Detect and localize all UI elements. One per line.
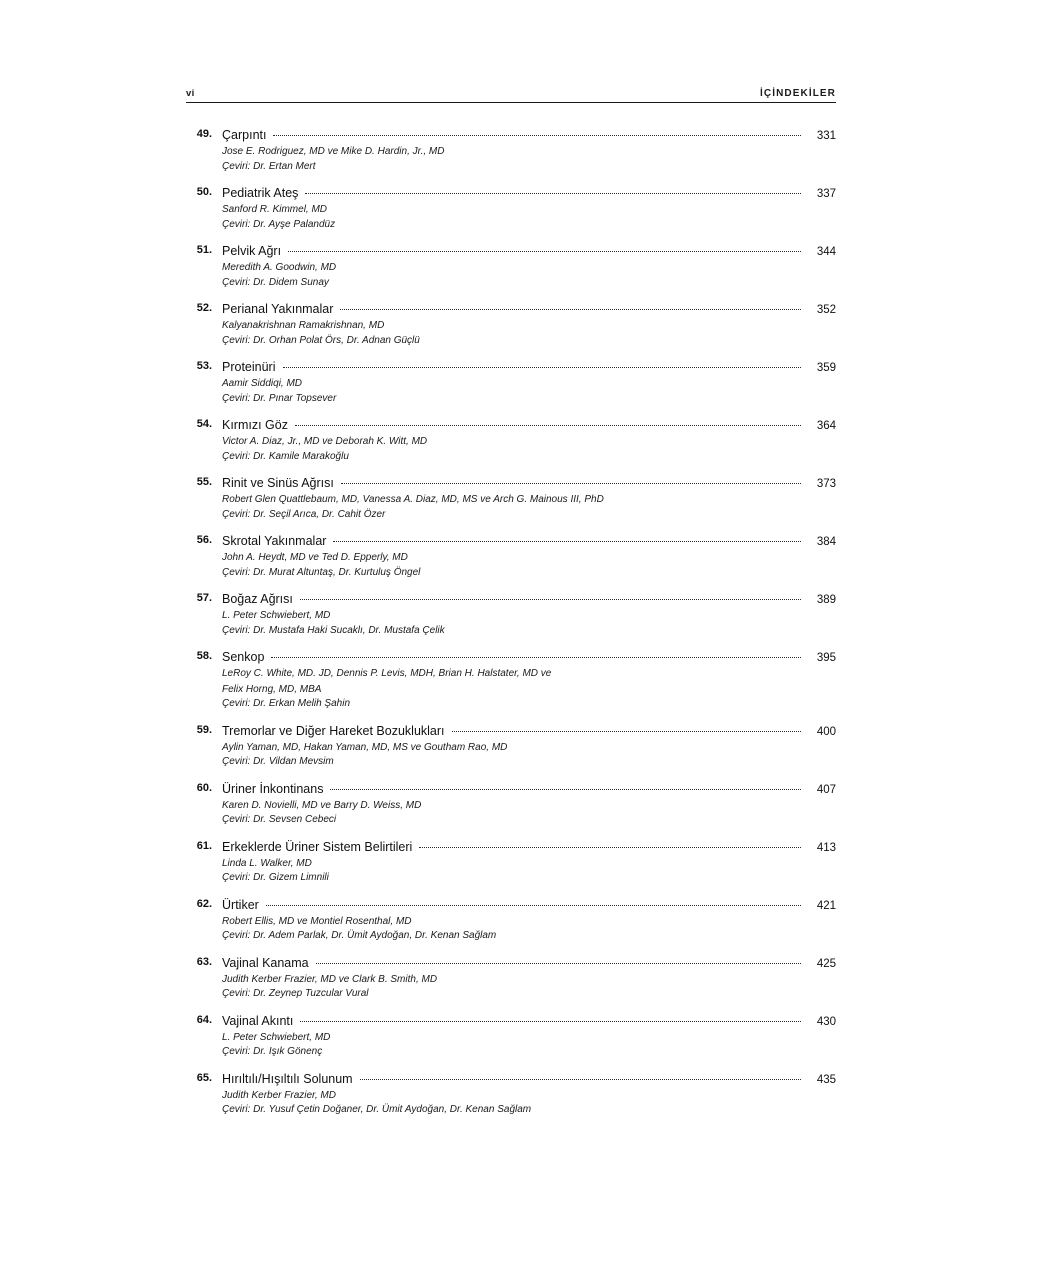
toc-entry-translator: Çeviri: Dr. Ayşe Palandüz [222,218,336,230]
toc-entry-title[interactable]: Senkop [222,650,265,664]
toc-entry-authors: L. Peter Schwiebert, MD [222,1031,331,1043]
toc-entry-number: 53. [196,360,212,372]
toc-entry-translator: Çeviri: Dr. Sevsen Cebeci [222,814,337,825]
toc-entry-title[interactable]: Ürtiker [222,897,259,912]
toc-entry-authors: L. Peter Schwiebert, MD [222,610,331,621]
toc-entry[interactable] [186,897,836,944]
toc-entry-number: 60. [196,781,212,794]
toc-entry-title[interactable]: Kırmızı Göz [222,418,288,432]
toc-entry-authors: Aylin Yaman, MD, Hakan Yaman, MD, MS ve Goutham Rao, MD [222,741,508,753]
toc-entry-authors: Judith Kerber Frazier, MD ve Clark B. Smith, MD [222,973,438,985]
toc-entry-translator: Çeviri: Dr. Yusuf Çetin Doğaner, Dr. Ümit Aydoğan, Dr. Kenan Sağlam [222,1104,532,1115]
toc-entry-body [222,475,836,522]
toc-entry-page-number[interactable]: 425 [816,957,836,970]
toc-entry-title-row[interactable] [222,649,836,666]
toc-entry-number: 59. [196,723,212,736]
toc-entry-body [222,897,836,944]
toc-entry[interactable] [186,781,836,828]
page-content [186,88,836,1129]
toc-entry[interactable] [186,185,836,232]
toc-entry[interactable] [186,301,836,348]
toc-entry-translator: Çeviri: Dr. Didem Sunay [222,276,329,288]
toc-entry-title[interactable]: Üriner İnkontinans [222,781,324,796]
toc-entry-title-row[interactable] [222,839,836,856]
toc-entry-authors: Felix Horng, MD, MBA [222,683,322,695]
toc-entry[interactable] [186,1013,836,1060]
toc-entry-body [222,417,836,464]
toc-entry-body [222,1071,836,1118]
toc-entry-title-row[interactable] [222,127,836,144]
toc-entry-page-number[interactable]: 400 [816,725,836,738]
toc-entry-translator: Çeviri: Dr. Adem Parlak, Dr. Ümit Aydoğan, Dr. Kenan Sağlam [222,930,497,941]
toc-entry[interactable] [186,955,836,1002]
toc-entry-translator: Çeviri: Dr. Erkan Melih Şahin [222,698,351,709]
toc-entry-title[interactable]: Hırıltılı/Hışıltılı Solunum [222,1071,353,1086]
toc-entry-title[interactable]: Perianal Yakınmalar [222,302,334,316]
toc-entry-title[interactable]: Erkeklerde Üriner Sistem Belirtileri [222,839,413,854]
toc-entry-title-row[interactable] [222,781,836,798]
toc-dot-leader [305,185,801,197]
toc-entry[interactable] [186,723,836,770]
toc-entry-title-row[interactable] [222,1013,836,1030]
toc-entry-number: 56. [196,534,212,546]
toc-entry-page-number[interactable]: 413 [816,841,836,854]
toc-entry[interactable] [186,649,836,712]
table-of-contents [186,127,836,1118]
toc-entry-title[interactable]: Pelvik Ağrı [222,244,282,258]
toc-entry-body [222,955,836,1002]
toc-entry-number: 51. [196,244,212,256]
toc-dot-leader [333,533,801,545]
toc-dot-leader [300,1013,801,1025]
toc-dot-leader [341,475,801,487]
toc-entry-page-number[interactable]: 337 [816,188,836,200]
toc-dot-leader [288,243,801,255]
toc-entry-authors: Sanford R. Kimmel, MD [222,204,328,215]
toc-entry-page-number[interactable]: 373 [816,478,836,490]
toc-entry-authors: Kalyanakrishnan Ramakrishnan, MD [222,320,385,331]
toc-entry-title[interactable]: Vajinal Akıntı [222,1013,294,1028]
toc-entry-page-number[interactable]: 430 [816,1015,836,1028]
toc-entry-page-number[interactable]: 407 [816,783,836,796]
toc-entry-page-number[interactable]: 435 [816,1073,836,1086]
toc-entry-body [222,781,836,828]
toc-entry-authors: Jose E. Rodriguez, MD ve Mike D. Hardin, Jr., MD [222,146,445,157]
toc-entry[interactable] [186,533,836,580]
toc-entry-body [222,359,836,406]
toc-entry-body [222,723,836,770]
toc-entry-title-row[interactable] [222,475,836,492]
toc-entry-number: 63. [196,955,212,968]
toc-entry-number: 62. [196,897,212,910]
toc-entry-translator: Çeviri: Dr. Pınar Topsever [222,392,337,404]
toc-entry-title[interactable]: Proteinüri [222,360,276,374]
toc-dot-leader [340,301,801,313]
toc-entry-title[interactable]: Rinit ve Sinüs Ağrısı [222,476,334,490]
toc-entry-title-row[interactable] [222,533,836,550]
toc-entry-authors: Aamir Siddiqi, MD [222,378,303,389]
toc-entry[interactable] [186,359,836,406]
toc-entry[interactable] [186,417,836,464]
toc-entry-number: 58. [196,650,212,662]
toc-entry-translator: Çeviri: Dr. Vildan Mevsim [222,756,334,767]
toc-entry-page-number[interactable]: 364 [816,420,836,432]
toc-entry[interactable] [186,127,836,174]
toc-entry-title-row[interactable] [222,1071,836,1088]
toc-entry-title[interactable]: Boğaz Ağrısı [222,592,293,606]
toc-entry-number: 55. [196,476,212,488]
toc-entry-translator: Çeviri: Dr. Zeynep Tuzcular Vural [222,988,369,999]
toc-entry-number: 61. [196,839,212,852]
toc-dot-leader [452,723,801,735]
toc-entry-body [222,301,836,348]
toc-entry-authors: Victor A. Diaz, Jr., MD ve Deborah K. Witt, MD [222,436,428,447]
toc-entry-number: 57. [196,592,212,604]
toc-entry-page-number[interactable]: 389 [816,594,836,606]
toc-dot-leader [271,649,801,661]
toc-entry-body [222,185,836,232]
toc-entry-authors: Robert Ellis, MD ve Montiel Rosenthal, MD [222,915,412,927]
toc-entry-authors: John A. Heydt, MD ve Ted D. Epperly, MD [222,552,408,563]
toc-entry-title-row[interactable] [222,723,836,740]
toc-entry[interactable] [186,591,836,638]
toc-entry-page-number[interactable]: 344 [816,246,836,258]
toc-entry-title[interactable]: Vajinal Kanama [222,955,309,970]
toc-entry-translator: Çeviri: Dr. Ertan Mert [222,160,316,172]
toc-entry-title[interactable]: Çarpıntı [222,128,267,142]
toc-entry-body [222,591,836,638]
running-head-title: İÇİNDEKİLER [760,88,836,99]
toc-entry-title[interactable]: Tremorlar ve Diğer Hareket Bozuklukları [222,723,445,738]
toc-entry-page-number[interactable]: 395 [816,652,836,664]
toc-entry-title-row[interactable] [222,955,836,972]
toc-entry-number: 50. [196,186,212,198]
toc-entry-title-row[interactable] [222,243,836,260]
toc-entry-title-row[interactable] [222,417,836,434]
toc-entry-translator: Çeviri: Dr. Gizem Limnili [222,872,329,883]
toc-dot-leader [295,417,801,429]
toc-entry-title-row[interactable] [222,359,836,376]
toc-dot-leader [330,781,801,793]
toc-entry-authors: Karen D. Novielli, MD ve Barry D. Weiss, MD [222,799,422,811]
toc-entry-number: 64. [196,1013,212,1026]
toc-entry-title[interactable]: Pediatrik Ateş [222,186,299,200]
toc-entry-translator: Çeviri: Dr. Işık Gönenç [222,1046,323,1057]
toc-entry-translator: Çeviri: Dr. Seçil Arıca, Dr. Cahit Özer [222,508,386,520]
toc-entry-body [222,243,836,290]
toc-entry-body [222,1013,836,1060]
toc-entry-title-row[interactable] [222,897,836,914]
toc-entry-authors: Robert Glen Quattlebaum, MD, Vanessa A. Diaz, MD, MS ve Arch G. Mainous III, PhD [222,494,604,505]
toc-dot-leader [316,955,801,967]
toc-entry-body [222,649,836,712]
toc-entry-body [222,127,836,174]
toc-entry-body [222,533,836,580]
toc-dot-leader [273,127,801,139]
running-head [186,88,836,103]
toc-entry-authors: LeRoy C. White, MD. JD, Dennis P. Levis, MDH, Brian H. Halstater, MD ve [222,668,552,679]
toc-entry-page-number[interactable]: 352 [816,304,836,316]
toc-entry-body [222,839,836,886]
toc-entry-title-row[interactable] [222,185,836,202]
toc-entry-authors: Judith Kerber Frazier, MD [222,1089,336,1101]
toc-entry-number: 52. [196,302,212,314]
toc-entry-title-row[interactable] [222,301,836,318]
toc-entry-authors: Linda L. Walker, MD [222,857,312,869]
toc-dot-leader [266,897,801,909]
toc-entry-title[interactable]: Skrotal Yakınmalar [222,534,327,548]
toc-entry-page-number[interactable]: 384 [816,536,836,548]
toc-entry[interactable] [186,243,836,290]
toc-entry-title-row[interactable] [222,591,836,608]
page-margin-strip [960,0,1046,1280]
toc-entry[interactable] [186,475,836,522]
toc-entry-authors: Meredith A. Goodwin, MD [222,262,337,273]
toc-dot-leader [283,359,802,371]
toc-entry[interactable] [186,839,836,886]
toc-entry-translator: Çeviri: Dr. Mustafa Haki Sucaklı, Dr. Mustafa Çelik [222,624,445,636]
toc-entry-page-number[interactable]: 331 [816,130,836,142]
toc-entry-number: 65. [196,1071,212,1084]
toc-entry-number: 54. [196,418,212,430]
page-folio: vi [186,88,195,99]
toc-entry-translator: Çeviri: Dr. Orhan Polat Örs, Dr. Adnan Güçlü [222,334,420,346]
toc-dot-leader [300,591,801,603]
toc-entry-page-number[interactable]: 359 [816,362,836,374]
toc-entry-number: 49. [196,128,212,140]
toc-entry-page-number[interactable]: 421 [816,899,836,912]
toc-entry-translator: Çeviri: Dr. Murat Altuntaş, Dr. Kurtuluş Öngel [222,566,421,578]
toc-dot-leader [360,1071,801,1083]
toc-entry-translator: Çeviri: Dr. Kamile Marakoğlu [222,450,349,462]
toc-entry[interactable] [186,1071,836,1118]
toc-dot-leader [419,839,801,851]
